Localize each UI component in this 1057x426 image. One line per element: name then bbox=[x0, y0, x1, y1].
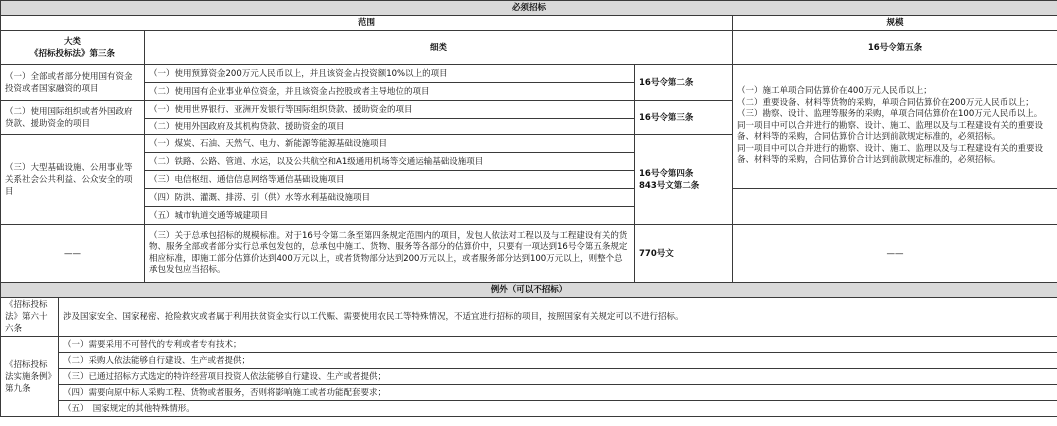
detail-item: （五）城市轨道交通等城建项目 bbox=[145, 207, 635, 225]
general-ref: 770号文 bbox=[635, 225, 733, 283]
scale-continuation bbox=[733, 189, 1057, 225]
category-cell: （三）大型基础设施、公用事业等关系社会公共利益、公众安全的项目 bbox=[1, 135, 145, 225]
detail-header: 细类 bbox=[145, 31, 733, 65]
scale-header: 规模 bbox=[733, 16, 1057, 31]
exception-law-label: 《招标投标法》第六十六条 bbox=[1, 298, 59, 337]
exception-item: （三）已通过招标方式选定的特许经营项目投资人依法能够自行建设、生产或者提供； bbox=[59, 369, 1057, 385]
general-category: —— bbox=[1, 225, 145, 283]
exception-item: （四）需要向原中标人采购工程、货物或者服务，否则将影响施工或者功能配套要求； bbox=[59, 385, 1057, 401]
detail-item: （二）使用国有企业事业单位资金，并且该资金占控股或者主导地位的项目 bbox=[145, 83, 635, 101]
detail-item: （二）使用外国政府及其机构贷款、援助资金的项目 bbox=[145, 119, 635, 135]
category-header: 大类 《招标投标法》第三条 bbox=[1, 31, 145, 65]
exception-law-text: 涉及国家安全、国家秘密、抢险救灾或者属于利用扶贫资金实行以工代赈、需要使用农民工等特殊情况，不适宜进行招标的项目，按照国家有关规定可以不进行招标。 bbox=[59, 298, 1057, 337]
table-title: 必须招标 bbox=[1, 1, 1057, 16]
regulation-ref: 16号令第三条 bbox=[635, 101, 733, 135]
exception-item: （二）采购人依法能够自行建设、生产或者提供； bbox=[59, 353, 1057, 369]
scope-header: 范围 bbox=[1, 16, 733, 31]
detail-item: （三）电信枢纽、通信信息网络等通信基础设施项目 bbox=[145, 171, 635, 189]
exception-item: （一）需要采用不可替代的专利或者专有技术； bbox=[59, 337, 1057, 353]
scale-ref-header: 16号令第五条 bbox=[733, 31, 1057, 65]
category-cell: （二）使用国际组织或者外国政府贷款、援助资金的项目 bbox=[1, 101, 145, 135]
general-scale: —— bbox=[733, 225, 1057, 283]
exception-item: （五） 国家规定的其他特殊情形。 bbox=[59, 401, 1057, 417]
scale-criteria: （一）施工单项合同估算价在400万元人民币以上； （二）重要设备、材料等货物的采购，单项合同估算价在200万元人民币以上； （三）勘察、设计、监理等服务的采购，单项合同估算价在100万元人民币以上。 同一项目中可以合并进行的勘察、设计、施工、监理以及与工程建设有关的重要设备、材料等的采购，合同估算价合计达到前款规定标准的，必须招标。 同一项目中可以合并进行的勘察、设计、施工、监理以及与工程建设有关的重要设备、材料等的采购，合同估算价合计达到前款规定标准的，必须招标。 bbox=[733, 65, 1057, 189]
exceptions-title: 例外（可以不招标） bbox=[1, 283, 1057, 298]
detail-item: （一）煤炭、石油、天然气、电力、新能源等能源基础设施项目 bbox=[145, 135, 635, 153]
regulation-ref: 16号令第二条 bbox=[635, 65, 733, 101]
general-detail: （三）关于总承包招标的规模标准。对于16号令第二条至第四条规定范围内的项目，发包人依法对工程以及与工程建设有关的货物、服务全部或者部分实行总承包发包的，总承包中施工、货物、服务等各部分的估算价中，只要有一项达到16号令第五条规定相应标准，即施工部分估算价达到400万元以上，或者货物部分达到200万元以上，或者服务部分达到100万元以上，则整个总承包发包应当招标。 bbox=[145, 225, 635, 283]
detail-item: （四）防洪、灌溉、排涝、引（供）水等水利基础设施项目 bbox=[145, 189, 635, 207]
detail-item: （二）铁路、公路、管道、水运，以及公共航空和A1级通用机场等交通运输基础设施项目 bbox=[145, 153, 635, 171]
exception-reg-label: 《招标投标法实施条例》第九条 bbox=[1, 337, 59, 417]
detail-item: （一）使用预算资金200万元人民币以上，并且该资金占投资额10%以上的项目 bbox=[145, 65, 635, 83]
detail-item: （一）使用世界银行、亚洲开发银行等国际组织贷款、援助资金的项目 bbox=[145, 101, 635, 119]
regulation-ref: 16号令第四条 843号文第二条 bbox=[635, 135, 733, 225]
category-cell: （一）全部或者部分使用国有资金投资或者国家融资的项目 bbox=[1, 65, 145, 101]
